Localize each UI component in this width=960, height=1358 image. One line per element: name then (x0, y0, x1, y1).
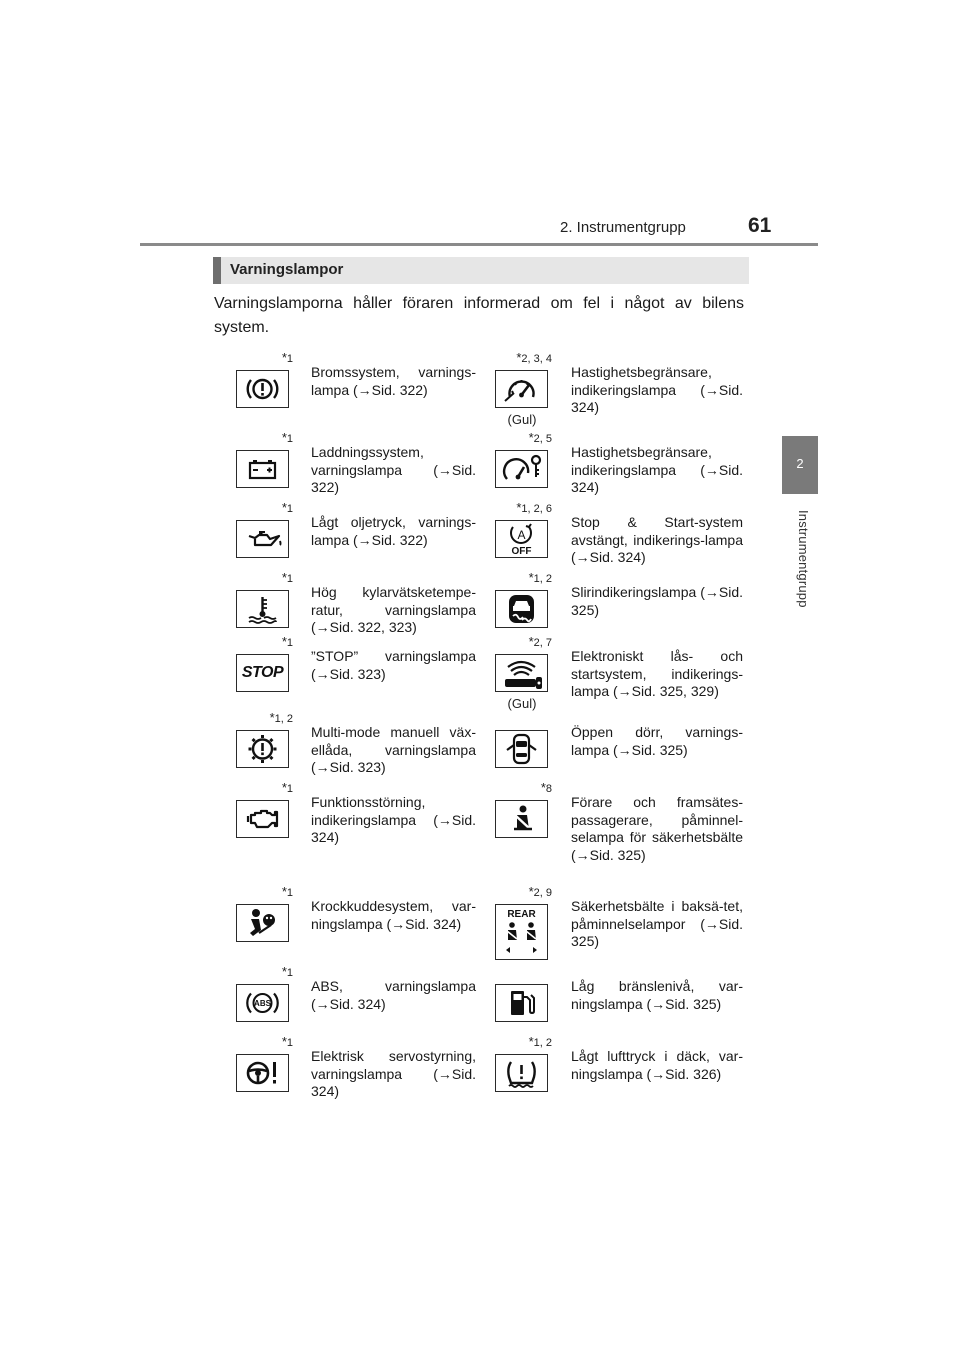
lamp-description: Bromssystem, varnings-lampa (→Sid. 322) (311, 364, 476, 398)
slip-indicator-icon (495, 590, 548, 628)
footnote-ref: *1 (281, 634, 293, 649)
lamp-entry (214, 710, 476, 786)
lamp-description: Hastighetsbegränsare, indikeringslampa (→Sid. 324) (571, 444, 743, 495)
rear-seatbelt-icon (495, 904, 548, 960)
section-heading-bar (213, 257, 221, 284)
lamp-description: Slirindikeringslampa (→Sid. 325) (571, 584, 743, 618)
svg-text:A: A (517, 528, 526, 542)
lamp-description: Låg bränslenivå, var-ningslampa (→Sid. 325) (571, 978, 743, 1012)
lamp-entry (214, 570, 476, 646)
color-note: (Gul) (507, 412, 537, 427)
lamp-row (0, 780, 960, 863)
lamp-entry (493, 430, 743, 506)
svg-text:REAR: REAR (507, 909, 536, 920)
footnote-ref: *1, 2 (528, 1034, 552, 1049)
lamp-row (0, 634, 960, 711)
color-note: (Gul) (507, 696, 537, 711)
lamp-description: Krockkuddesystem, var-ningslampa (→Sid. 324) (311, 898, 476, 932)
section-title: Varningslampor (230, 261, 344, 278)
lamp-entry (493, 1034, 743, 1110)
footnote-ref: *1 (281, 570, 293, 585)
lamp-row (0, 710, 960, 786)
footnote-ref: *2, 9 (528, 884, 552, 899)
lamp-entry (493, 716, 743, 786)
lamp-description: ABS, varningslampa (→Sid. 324) (311, 978, 476, 1012)
footnote-ref: *1, 2 (269, 710, 293, 725)
speed-limiter-key-icon (495, 450, 548, 488)
lamp-entry (214, 430, 476, 506)
lamp-entry (214, 500, 476, 576)
footnote-ref: *1 (281, 350, 293, 365)
chapter-tab: 2 (782, 436, 818, 494)
footnote-ref: *2, 3, 4 (516, 350, 552, 365)
lamp-entry (214, 1034, 476, 1110)
chapter-title: 2. Instrumentgrupp (560, 219, 686, 236)
lamp-row (0, 500, 960, 576)
lamp-description: Säkerhetsbälte i baksä-tet, påminnelselampor (→Sid. 325) (571, 898, 743, 949)
lamp-description: Hastighetsbegränsare, indikeringslampa (→Sid. 324) (571, 364, 743, 415)
stop-start-off-icon (495, 520, 548, 558)
lamp-description: Stop & Start-system avstängt, indikerings-lampa (→Sid. 324) (571, 514, 743, 565)
lamp-entry (493, 970, 743, 1040)
lamp-description: Multi-mode manuell väx-ellåda, varningslampa (→Sid. 323) (311, 724, 476, 775)
lamp-row (0, 430, 960, 506)
lamp-description: Hög kylarvätsketempe-ratur, varningslampa (→Sid. 322, 323) (311, 584, 476, 635)
footnote-ref: *1 (281, 780, 293, 795)
svg-text:OFF: OFF (511, 546, 532, 557)
abs-icon (236, 984, 289, 1022)
oil-pressure-icon (236, 520, 289, 558)
lamp-entry (493, 500, 743, 576)
lamp-row (0, 964, 960, 1040)
lamp-entry (214, 780, 476, 856)
open-door-icon (495, 730, 548, 768)
lamp-entry (214, 884, 476, 960)
lamp-description: Elektroniskt lås- och startsystem, indikerings-lampa (→Sid. 325, 329) (571, 648, 743, 699)
battery-icon (236, 450, 289, 488)
lamp-entry (493, 780, 743, 863)
footnote-ref: *1 (281, 964, 293, 979)
lamp-entry (493, 350, 743, 427)
footnote-ref: *1 (281, 1034, 293, 1049)
tire-pressure-icon (495, 1054, 548, 1092)
check-engine-icon (236, 800, 289, 838)
footnote-ref: *8 (540, 780, 552, 795)
footnote-ref: *2, 5 (528, 430, 552, 445)
lamp-entry (214, 350, 476, 426)
lamp-row (0, 350, 960, 427)
lamp-row (0, 570, 960, 646)
stop-label: STOP (241, 664, 284, 681)
lamp-description: Funktionsstörning, indikeringslampa (→Sid. 324) (311, 794, 476, 845)
smart-key-icon (495, 654, 548, 692)
intro-paragraph: Varningslamporna håller föraren informerad om fel i något av bilens system. (214, 295, 744, 336)
footnote-ref: *1 (281, 430, 293, 445)
stop-text-icon (236, 654, 289, 692)
seatbelt-icon (495, 800, 548, 838)
footnote-ref: *1, 2, 6 (516, 500, 552, 515)
footnote-ref: *1, 2 (528, 570, 552, 585)
lamp-entry (214, 964, 476, 1040)
lamp-description: ”STOP” varningslampa (→Sid. 323) (311, 648, 476, 682)
footnote-ref: *1 (281, 500, 293, 515)
power-steering-icon (236, 1054, 289, 1092)
page-number: 61 (748, 214, 772, 237)
gearbox-warning-icon (236, 730, 289, 768)
lamp-description: Elektrisk servostyrning, varningslampa (→Sid. 324) (311, 1048, 476, 1099)
lamp-row (0, 884, 960, 960)
svg-text:ABS: ABS (254, 999, 271, 1008)
lamp-entry (493, 884, 743, 960)
lamp-description: Lågt oljetryck, varnings-lampa (→Sid. 322) (311, 514, 476, 548)
lamp-description: Förare och framsätes-passagerare, påminnel-selampa för säkerhetsbälte (→Sid. 325) (571, 794, 743, 863)
header-divider (140, 243, 818, 246)
chapter-tab-label: Instrumentgrupp (796, 510, 811, 608)
lamp-description: Lågt lufttryck i däck, var-ningslampa (→Sid. 326) (571, 1048, 743, 1082)
brake-warning-icon (236, 370, 289, 408)
lamp-entry (493, 634, 743, 711)
fuel-icon (495, 984, 548, 1022)
footnote-ref: *2, 7 (528, 634, 552, 649)
lamp-description: Öppen dörr, varnings-lampa (→Sid. 325) (571, 724, 743, 758)
lamp-row (0, 1034, 960, 1110)
speed-limiter-icon (495, 370, 548, 408)
footnote-ref: *1 (281, 884, 293, 899)
airbag-icon (236, 904, 289, 942)
lamp-entry (214, 634, 476, 710)
section-heading (213, 257, 749, 284)
coolant-temperature-icon (236, 590, 289, 628)
lamp-description: Laddningssystem, varningslampa (→Sid. 322) (311, 444, 476, 495)
